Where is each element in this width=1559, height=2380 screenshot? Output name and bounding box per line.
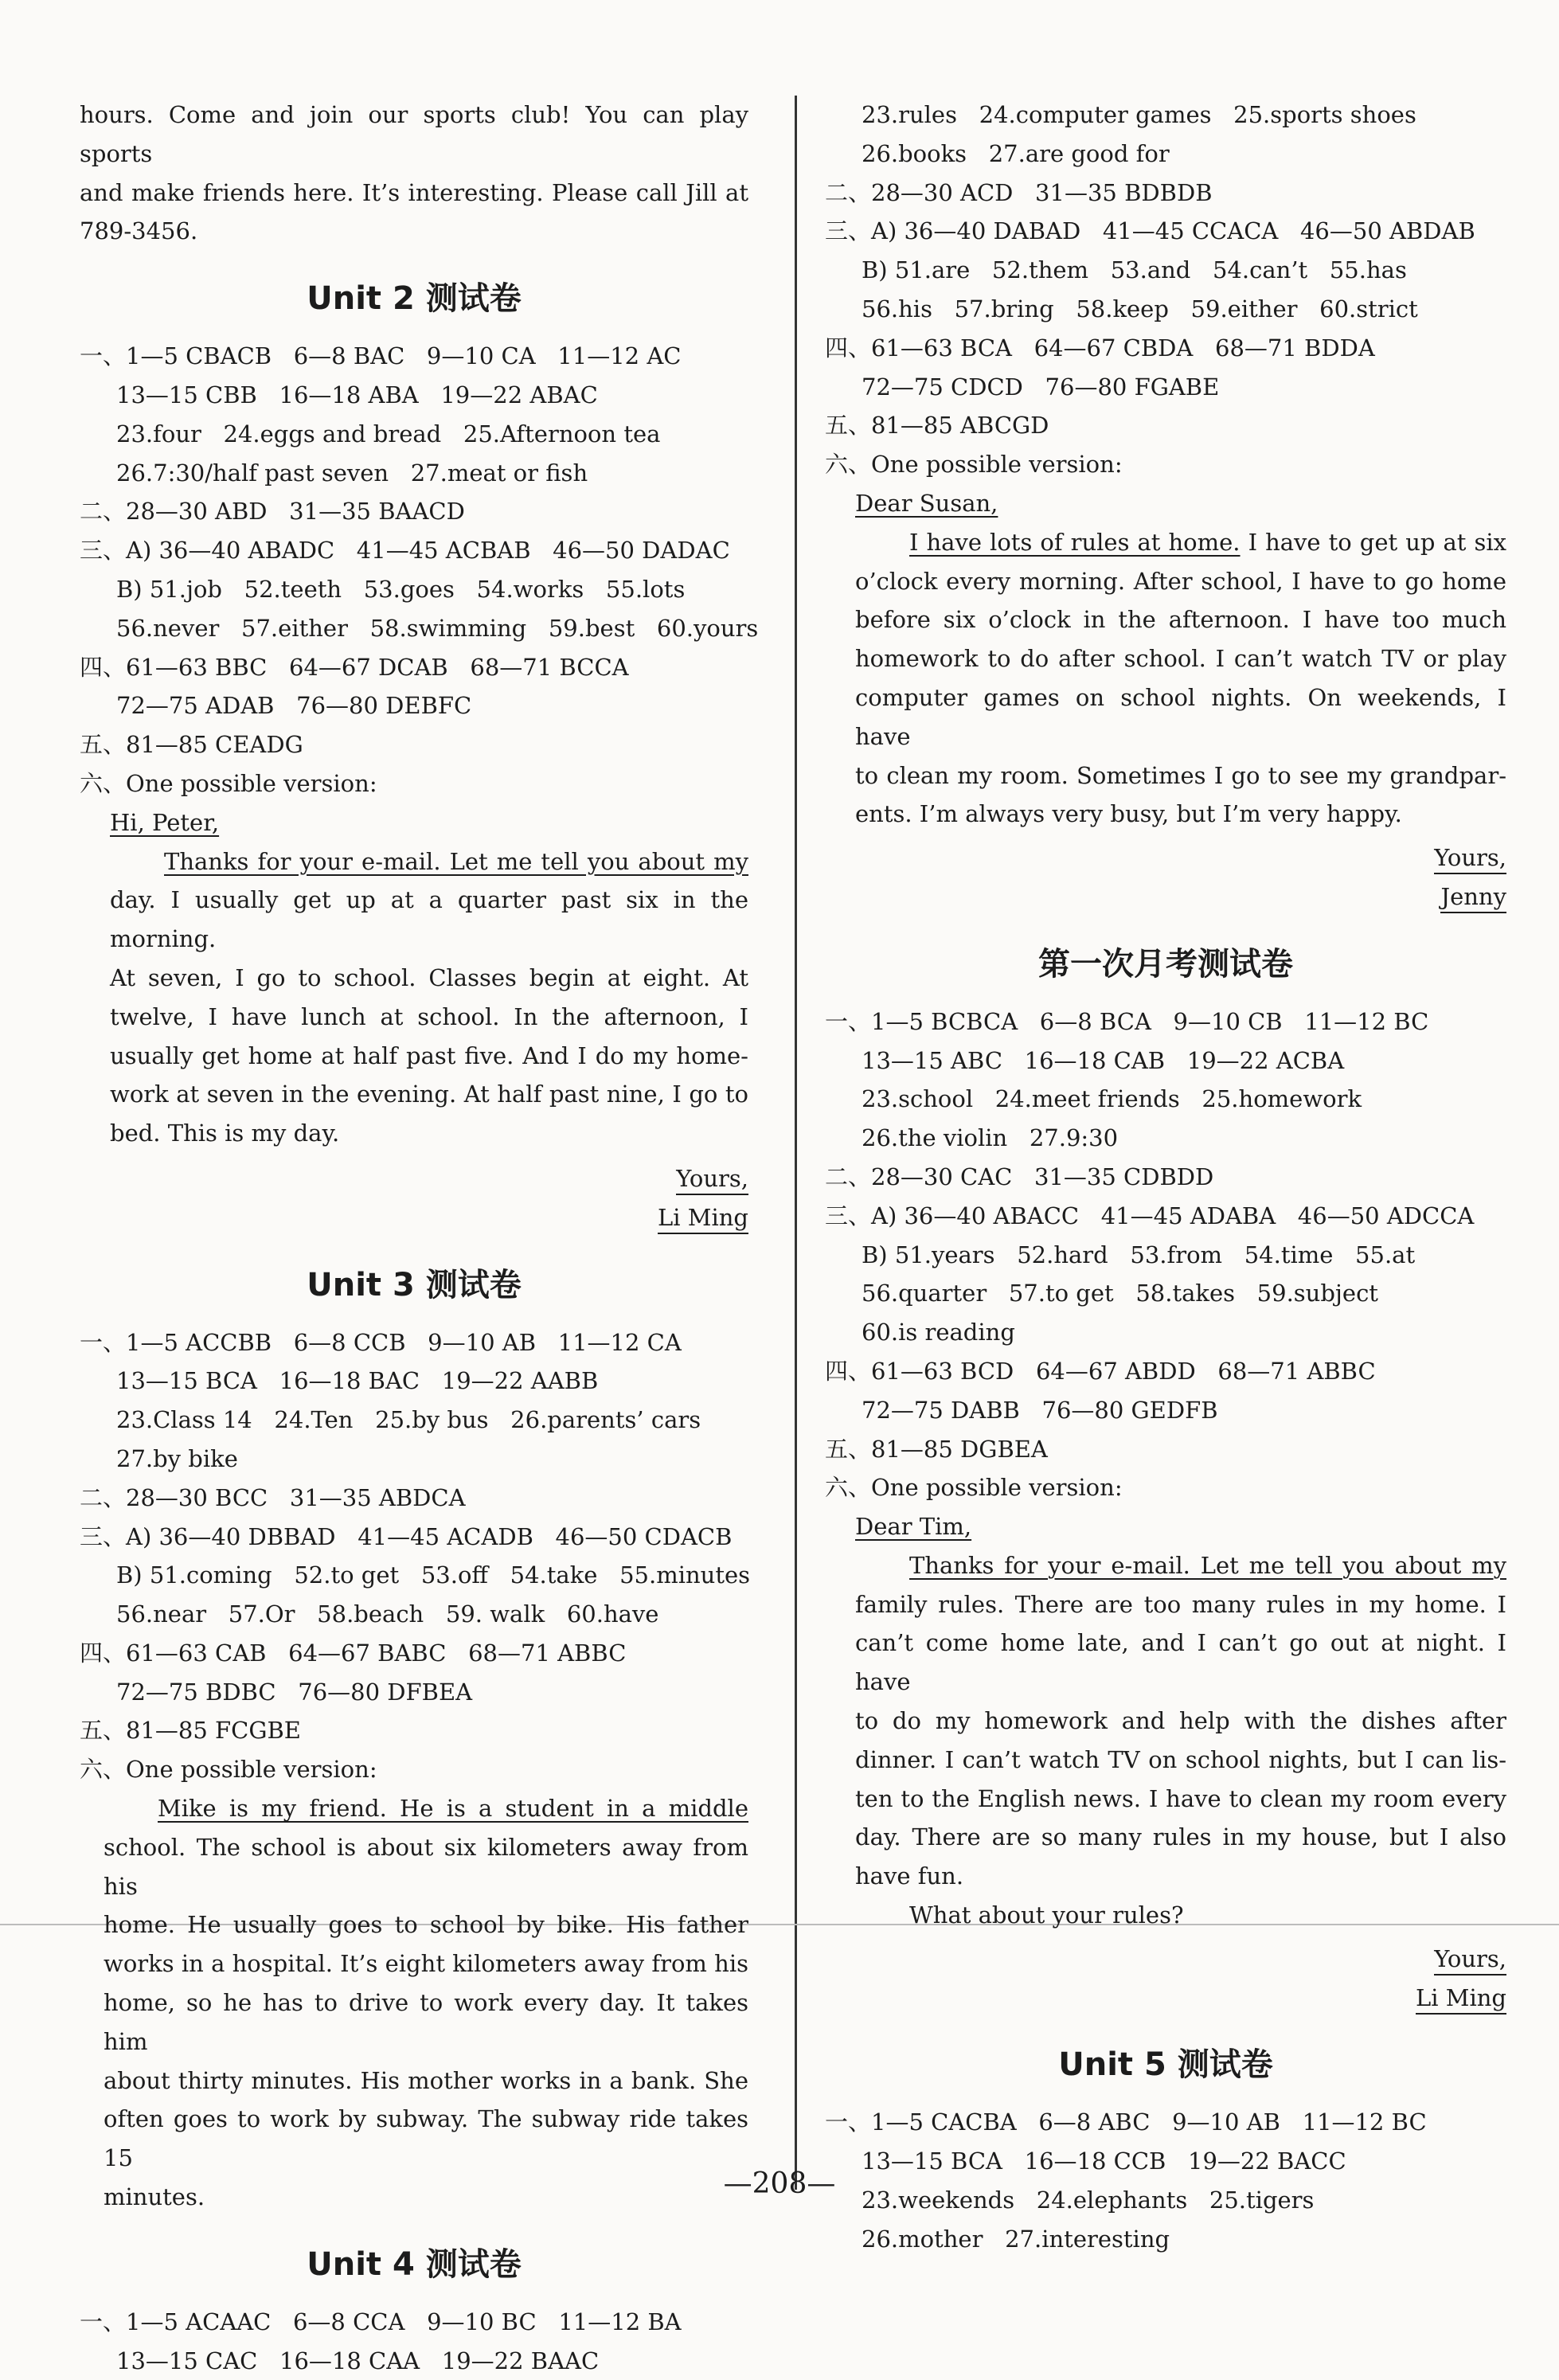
answer-line: 六、One possible version: <box>80 769 377 797</box>
answers-unit4-continued <box>825 96 1506 484</box>
answer-line: 一、1—5 CBACB 6—8 BAC 9—10 CA 11—12 AC <box>80 342 682 370</box>
answer-line: 四、61—63 BCA 64—67 CBDA 68—71 BDDA <box>825 334 1375 361</box>
answer-line: 26.mother 27.interesting <box>862 2225 1170 2253</box>
answer-line: 五、81—85 ABCGD <box>825 412 1049 440</box>
answer-line: 23.Class 14 24.Ten 25.by bus 26.parents’ cars <box>116 1406 701 1434</box>
letter-line: day. There are so many rules in my house, but I also <box>855 1823 1506 1851</box>
answer-line: B) 51.years 52.hard 53.from 54.time 55.at <box>862 1241 1416 1268</box>
answer-line: B) 51.are 52.them 53.and 54.can’t 55.has <box>862 256 1407 284</box>
answers-unit4 <box>80 2303 748 2380</box>
letter-line: about thirty minutes. His mother works in a bank. She <box>104 2066 748 2094</box>
letter-line: Thanks for your e-mail. Let me tell you about my <box>909 1551 1506 1579</box>
answer-line: 一、1—5 BCBCA 6—8 BCA 9—10 CB 11—12 BC <box>825 1007 1429 1035</box>
letter-unit2 <box>80 803 748 1237</box>
letter-monthly-test <box>825 1507 1506 2017</box>
letter-line: can’t come home late, and I can’t go out at night. I have <box>855 1629 1506 1696</box>
answer-line: 23.rules 24.computer games 25.sports shoes <box>862 101 1416 128</box>
intro-paragraph <box>80 96 748 251</box>
answer-line: 六、One possible version: <box>80 1756 377 1784</box>
answer-line: 56.his 57.bring 58.keep 59.either 60.strict <box>862 295 1418 322</box>
answer-line: 72—75 DABB 76—80 GEDFB <box>862 1396 1218 1424</box>
answer-line: B) 51.coming 52.to get 53.off 54.take 55.minutes <box>116 1561 751 1589</box>
letter-line: dinner. I can’t watch TV on school nights, but I can lis- <box>855 1745 1506 1773</box>
answer-line: 三、A) 36—40 DBBAD 41—45 ACADB 46—50 CDACB <box>80 1522 733 1550</box>
letter-line: twelve, I have lunch at school. In the afternoon, I <box>110 1002 748 1030</box>
section-title-monthly-test: 第一次月考测试卷 <box>1038 945 1293 983</box>
answer-line: 一、1—5 CACBA 6—8 ABC 9—10 AB 11—12 BC <box>825 2108 1427 2136</box>
answer-line: 26.books 27.are good for <box>862 139 1170 167</box>
answer-line: 一、1—5 ACCBB 6—8 CCB 9—10 AB 11—12 CA <box>80 1328 682 1356</box>
answer-line: 三、A) 36—40 ABACC 41—45 ADABA 46—50 ADCCA <box>825 1202 1475 1229</box>
answer-line: 二、28—30 CAC 31—35 CDBDD <box>825 1163 1214 1190</box>
page-number: —208— <box>723 2167 836 2200</box>
answer-line: 27.by bike <box>116 1444 238 1472</box>
section-title-unit2: Unit 2 测试卷 <box>307 280 522 318</box>
letter-line: bed. This is my day. <box>110 1120 340 1147</box>
letter-line: to do my homework and help with the dishes after <box>855 1707 1506 1735</box>
letter-signature: Li Ming <box>658 1204 748 1234</box>
letter-line: ten to the English news. I have to clean my room every <box>855 1784 1506 1812</box>
letter-underlined-phrase: I have lots of rules at home. <box>909 528 1241 556</box>
letter-line: usually get home at half past five. And I do my home- <box>110 1041 748 1069</box>
section-title-unit5: Unit 5 测试卷 <box>1058 2046 1273 2084</box>
letter-line: works in a hospital. It’s eight kilometers away from his <box>104 1950 748 1978</box>
answer-line: 23.four 24.eggs and bread 25.Afternoon tea <box>116 420 661 447</box>
answer-line: 13—15 BCA 16—18 CCB 19—22 BACC <box>862 2147 1346 2175</box>
answer-line: 13—15 BCA 16—18 BAC 19—22 AABB <box>116 1367 599 1395</box>
answer-line: 72—75 ADAB 76—80 DEBFC <box>116 692 472 720</box>
answer-line: 二、28—30 BCC 31—35 ABDCA <box>80 1483 466 1511</box>
answer-line: 四、61—63 BCD 64—67 ABDD 68—71 ABBC <box>825 1357 1376 1385</box>
letter-closing: Yours, <box>676 1165 748 1195</box>
letter-line: Thanks for your e-mail. Let me tell you about my <box>164 847 748 875</box>
answer-line: 六、One possible version: <box>825 451 1123 479</box>
letter-unit4 <box>825 484 1506 916</box>
letter-greeting: Dear Susan, <box>855 489 998 517</box>
text-line: and make friends here. It’s interesting. Please call Jill at <box>80 178 748 206</box>
left-column <box>80 96 759 2380</box>
letter-line <box>855 523 1506 562</box>
answer-line: 一、1—5 ACAAC 6—8 CCA 9—10 BC 11—12 BA <box>80 2308 682 2335</box>
answer-line: 72—75 CDCD 76—80 FGABE <box>862 373 1220 401</box>
answer-line: 56.quarter 57.to get 58.takes 59.subject <box>862 1280 1378 1307</box>
answers-unit3 <box>80 1323 751 1790</box>
answer-line: 三、A) 36—40 DABAD 41—45 CCACA 46—50 ABDAB <box>825 217 1475 245</box>
answer-line: 56.never 57.either 58.swimming 59.best 60.yours <box>116 614 759 642</box>
letter-line: before six o’clock in the afternoon. I have too much <box>855 606 1506 634</box>
text-line: hours. Come and join our sports club! You can play sports <box>80 101 748 167</box>
answer-line: 五、81—85 CEADG <box>80 731 303 759</box>
answer-line: 13—15 CAC 16—18 CAA 19—22 BAAC <box>116 2347 600 2374</box>
answer-line: 60.is reading <box>862 1319 1015 1346</box>
answer-line: 56.near 57.Or 58.beach 59. walk 60.have <box>116 1600 659 1628</box>
letter-line: day. I usually get up at a quarter past six in the morning. <box>110 886 748 953</box>
answer-line: 13—15 CBB 16—18 ABA 19—22 ABAC <box>116 381 598 408</box>
answer-line: 五、81—85 DGBEA <box>825 1435 1048 1463</box>
letter-line: minutes. <box>104 2183 205 2211</box>
answer-line: 四、61—63 BBC 64—67 DCAB 68—71 BCCA <box>80 653 629 681</box>
answer-line: 72—75 BDBC 76—80 DFBEA <box>116 1678 473 1706</box>
letter-unit3 <box>80 1789 748 2217</box>
letter-closing: Yours, <box>1434 844 1506 874</box>
answer-line: 26.the violin 27.9:30 <box>862 1124 1119 1152</box>
answer-line: 五、81—85 FCGBE <box>80 1717 301 1745</box>
letter-line: ents. I’m always very busy, but I’m very happy. <box>855 800 1402 828</box>
text-line: 789-3456. <box>80 217 198 245</box>
letter-closing: Yours, <box>1434 1945 1506 1976</box>
letter-line: home. He usually goes to school by bike. His father <box>104 1911 748 1939</box>
letter-signature: Li Ming <box>1416 1984 1506 2015</box>
answer-line: 13—15 ABC 16—18 CAB 19—22 ACBA <box>862 1046 1345 1074</box>
letter-line: What about your rules? <box>909 1901 1184 1929</box>
answer-line: 23.school 24.meet friends 25.homework <box>862 1085 1362 1113</box>
answer-line: 二、28—30 ABD 31—35 BAACD <box>80 498 465 526</box>
letter-line: computer games on school nights. On weekends, I have <box>855 683 1506 750</box>
letter-line: to clean my room. Sometimes I go to see my grandpar- <box>855 761 1506 789</box>
letter-line: often goes to work by subway. The subway ride takes 15 <box>104 2105 748 2172</box>
letter-line: Mike is my friend. He is a student in a middle <box>158 1795 748 1823</box>
column-divider <box>795 96 797 2190</box>
letter-line: have fun. <box>855 1862 964 1890</box>
answer-line: 四、61—63 CAB 64—67 BABC 68—71 ABBC <box>80 1639 627 1667</box>
section-title-unit3: Unit 3 测试卷 <box>307 1266 522 1303</box>
answer-line: 23.weekends 24.elephants 25.tigers <box>862 2187 1315 2214</box>
letter-line: home, so he has to drive to work every day. It takes him <box>104 1989 748 2055</box>
answer-line: 六、One possible version: <box>825 1474 1123 1502</box>
answer-line: 二、28—30 ACD 31—35 BDBDB <box>825 178 1213 206</box>
answer-line: 三、A) 36—40 ABADC 41—45 ACBAB 46—50 DADAC <box>80 537 730 565</box>
letter-line: family rules. There are too many rules in my home. I <box>855 1590 1506 1618</box>
right-column <box>825 96 1506 2259</box>
letter-line: school. The school is about six kilometers away from his <box>104 1833 748 1900</box>
answer-line: B) 51.job 52.teeth 53.goes 54.works 55.lots <box>116 575 686 603</box>
answer-line: 26.7:30/half past seven 27.meat or fish <box>116 459 588 487</box>
answers-unit2 <box>80 337 759 803</box>
letter-line: At seven, I go to school. Classes begin at eight. At <box>110 963 748 991</box>
letter-greeting: Dear Tim, <box>855 1513 972 1541</box>
answers-monthly-test <box>825 1002 1506 1507</box>
letter-line: work at seven in the evening. At half past nine, I go to <box>110 1081 748 1108</box>
letter-line: homework to do after school. I can’t watch TV or play <box>855 645 1506 673</box>
letter-line-rest: I have to get up at six <box>1240 528 1507 556</box>
letter-greeting: Hi, Peter, <box>110 808 220 836</box>
section-title-unit4: Unit 4 测试卷 <box>307 2245 522 2283</box>
letter-line: o’clock every morning. After school, I have to go home <box>855 567 1506 595</box>
letter-signature: Jenny <box>1440 883 1506 913</box>
